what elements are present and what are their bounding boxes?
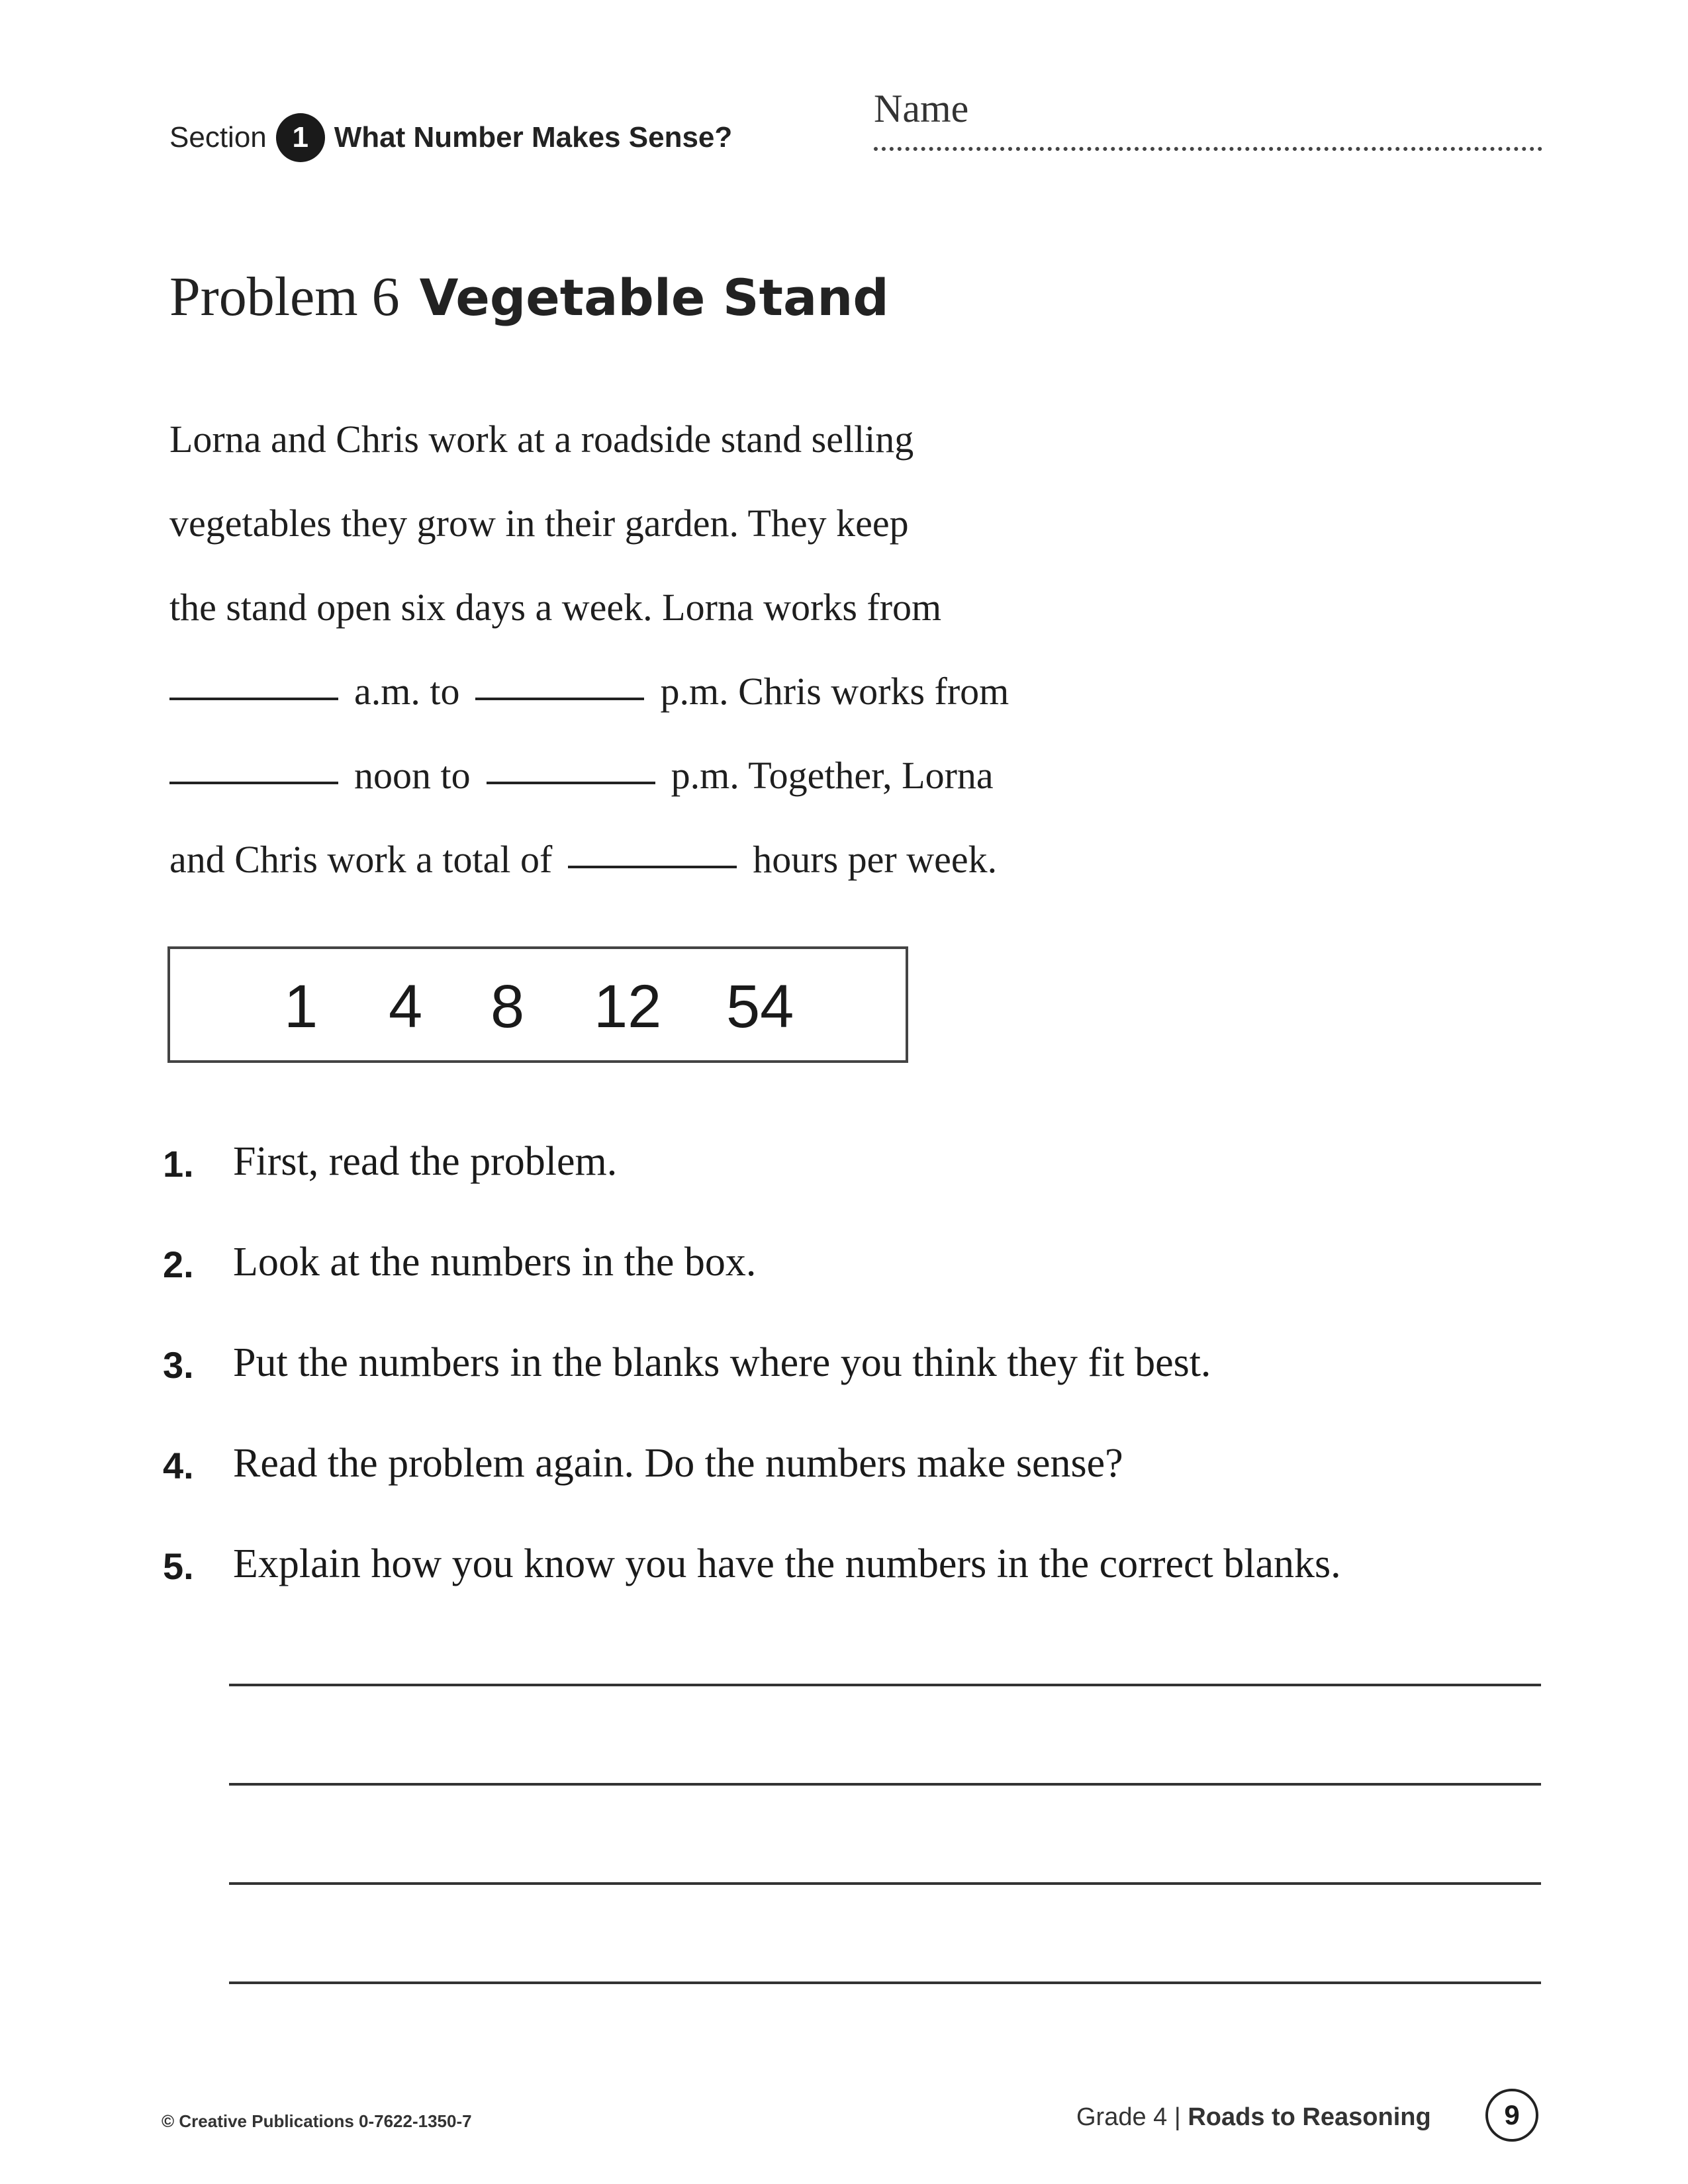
problem-title <box>169 265 889 329</box>
number-option: 1 <box>284 973 318 1040</box>
number-option: 8 <box>491 973 525 1040</box>
step-number: 4. <box>163 1445 194 1486</box>
section-header <box>169 111 732 164</box>
footer-book-title: Roads to Reasoning <box>1188 2103 1431 2131</box>
answer-blank[interactable] <box>475 697 644 700</box>
story-text: p.m. Together, Lorna <box>671 754 994 797</box>
step-number: 1. <box>163 1143 194 1185</box>
step-number: 5. <box>163 1545 194 1587</box>
answer-blank[interactable] <box>487 781 655 784</box>
step-text: First, read the problem. <box>233 1139 618 1184</box>
story-line <box>169 649 1361 733</box>
step-text: Read the problem again. Do the numbers make sense? <box>233 1441 1123 1486</box>
step-number: 2. <box>163 1244 194 1285</box>
page-number: 9 <box>1485 2089 1538 2142</box>
section-number-badge: 1 <box>276 113 325 162</box>
section-title: What Number Makes Sense? <box>334 121 733 154</box>
problem-name: Vegetable Stand <box>419 268 889 327</box>
story-text: noon to <box>354 754 471 797</box>
answer-blank[interactable] <box>169 697 338 700</box>
number-option: 12 <box>594 973 662 1040</box>
story-text: and Chris work a total of <box>169 838 553 881</box>
footer-copyright: © Creative Publications 0-7622-1350-7 <box>162 2111 472 2131</box>
story-line <box>169 817 1361 901</box>
number-option: 54 <box>726 973 794 1040</box>
answer-write-line[interactable] <box>229 1684 1541 1686</box>
footer-grade: Grade 4 <box>1076 2103 1168 2131</box>
story-text: p.m. Chris works from <box>660 670 1009 713</box>
step-number: 3. <box>163 1344 194 1386</box>
footer-book-info <box>1076 2103 1431 2132</box>
number-option: 4 <box>389 973 423 1040</box>
number-box <box>167 946 908 1063</box>
story-paragraph <box>169 397 1361 901</box>
story-line: the stand open six days a week. Lorna works from <box>169 586 942 629</box>
answer-blank[interactable] <box>568 865 737 868</box>
footer-separator: | <box>1174 2103 1181 2131</box>
step-text: Look at the numbers in the box. <box>233 1240 757 1285</box>
name-write-line[interactable] <box>874 147 1542 151</box>
problem-label: Problem 6 <box>169 266 400 328</box>
story-text: hours per week. <box>753 838 998 881</box>
answer-write-line[interactable] <box>229 1882 1541 1885</box>
answer-blank[interactable] <box>169 781 338 784</box>
name-label: Name <box>874 87 969 130</box>
step-text: Put the numbers in the blanks where you think they fit best. <box>233 1340 1211 1385</box>
answer-write-line[interactable] <box>229 1981 1541 1984</box>
step-text: Explain how you know you have the numbers in the correct blanks. <box>233 1541 1341 1586</box>
story-line: vegetables they grow in their garden. They keep <box>169 502 909 545</box>
story-text: a.m. to <box>354 670 460 713</box>
story-line: Lorna and Chris work at a roadside stand selling <box>169 418 914 461</box>
section-word: Section <box>169 121 267 154</box>
answer-write-line[interactable] <box>229 1783 1541 1786</box>
story-line <box>169 733 1361 817</box>
